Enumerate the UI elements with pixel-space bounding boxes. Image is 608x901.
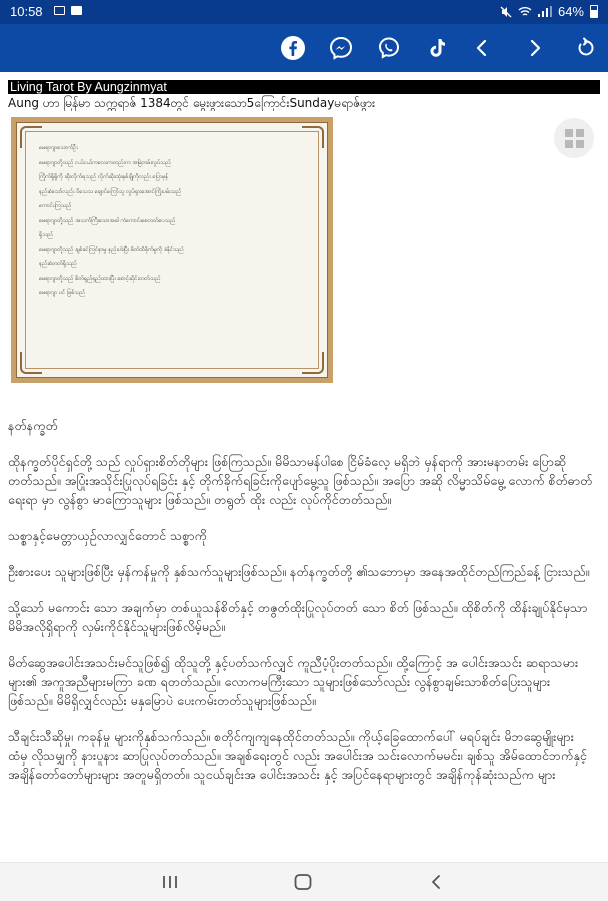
messenger-button[interactable] [326,33,356,63]
facebook-icon [280,35,306,61]
refresh-icon [574,37,596,59]
tiktok-icon [425,36,449,60]
ornament-corner [20,352,42,374]
forward-chevron-icon [525,38,545,58]
card-line: မေရာဂျာ ပင် ဖြစ်သည် [39,290,86,296]
message-notification-icon [71,6,82,15]
battery-percent: 64% [557,4,584,19]
card-line: နည်းစံတတ်ရှိသည် [39,261,77,267]
card-line: မေရာဂျာတို့သည် ငယ်ငယ်ကလေးကတည်းက အမြဲတမ်းလှုပ်သည် [39,159,171,166]
grid-icon [565,129,584,148]
ornament-corner [302,352,324,374]
back-button[interactable] [467,33,497,63]
home-icon [293,873,313,891]
card-line: မေရာဂျာတို့သည် စိတ်ရှည်ရှည်ထားပြီး စောင့်ဆိုင်းတတ်သည် [39,275,161,282]
card-line: ကောင်းကြသည် [39,203,72,209]
article-body [8,416,593,801]
page-content [0,72,608,862]
status-time: 10:58 [10,4,43,19]
facebook-button[interactable] [278,33,308,63]
article-paragraph: ထိုနက္ခတ်ပိုင်ရှင်တို့ သည် လှုပ်ရှားစိတ်တိုများ ဖြစ်ကြသည်။ မိမိသာမန်ပါစေ ငြိမ်ခံလေ့ မရှိဘဲ မှန်ရာကို အားမနာတမ်း ပြောဆိုတတ်သည်။ အပြုံးအသိုင်းပြုလုပ်ရခြင်း နှင့် တိုက်ခိုက်ရခြင်းကိုပျော်မွေ့သူ ဖြစ်သည်။ အပြော အဆို လိမ္မာသိမ်မွေ့ လောက် စိတ်ဓာတ်ရေးရာ မှာ လွန်စွာ မာကြောသူများ ဖြစ်သည်။ တရွတ် ထိုး လည်း လုပ်ကိုင်တတ်သည်။ [8,454,593,507]
article-paragraph: သီချင်းသီဆိုမှု၊ ကခုန်မှု များကိုနှစ်သက်သည်။ စတိုင်ကျကျနေထိုင်တတ်သည်။ ကိုယ့်ခြေထောက်ပေါ် မရပ်ချင်း မိဘဆွေမျိုးများထံမှ လိုသမျှကို နားပူနား ဆာပြုလုပ်တတ်သည်။ အချစ်ရေးတွင် လည်း အပေါင်းအ သင်းလောက်မမင်း၊ ချစ်သူ အိမ်ထောင်ဘက်နှင့် အချိန်တော်တော်များများ အတူမရှိတတ်။ သူငယ်ချင်းအ ပေါင်းအသင်း နှင့် အပြင်နေရာများတွင် အချိန်ကုန်ဆုံးသည်က များ [8,729,587,782]
back-chevron-icon [472,38,492,58]
card-line: မေရာဂျာတို့သည် အသက်ကြီးသောအခါ ကံကောင်းစေတတ်ပေသည် [39,217,176,224]
viber-button[interactable] [374,33,404,63]
recent-apps-button[interactable] [158,871,182,893]
card-line: ရှိသည် [39,232,54,238]
back-icon [428,873,444,891]
refresh-button[interactable] [570,33,600,63]
signal-icon [538,6,552,17]
system-nav-bar [0,862,608,901]
article-paragraph: မိတ်ဆွေအပေါင်းအသင်းမင်သူဖြစ်၍ ထိုသူတို့ နှင့်ပတ်သက်လျှင် ကူညီပံ့ပိုးတတ်သည်။ ထို့ကြောင့် အ ပေါင်းအသင်း ဆရာသမားများ၏ အကူအညီများမကြာ ခဏ ရတတ်သည်။ လောကမကြီးသော သူများဖြစ်သော်လည်း လွန်စွာချမ်းသာစိတ်ပြေးသူများဖြစ်သည်။ မိမိရှိလျှင်လည်း မနှမြောပဲ ပေးကမ်းတတ်သူများဖြစ်သည်။ [8,655,579,708]
page-subtitle: Aung ဟာ မြန်မာ သက္ကရာဇ် 1384တွင် မွေးဖွားသော5ကြောင်းSundayမရာဇ်ဖွား [8,96,376,110]
article-paragraph: နတ်နက္ခတ် [8,418,58,433]
messenger-icon [328,35,354,61]
page-banner: Living Tarot By Aungzinmyat [8,80,600,94]
card-line: မေရာဂျာသောက်ဦး [39,145,78,151]
article-paragraph: ဦးစားပေး သူများဖြစ်ပြီး မှန်ကန်မှုကို နှစ်သက်သူများဖြစ်သည်။ နတ်နက္ခတ်တို့ ၏သဘောမှာ အနေအထိုင်တည်ကြည်ခန့် ငြားသည်။ [8,564,590,579]
wifi-icon [518,6,532,18]
nav-back-button[interactable] [424,871,448,893]
recent-apps-icon [161,874,179,890]
status-bar [0,0,608,24]
mute-icon [500,6,512,18]
card-line: နည်းစံသော်လည်း ဝိသေသ ချောင်ကြော်သူ လှုပ်ရှားအောင်ကြိုးပမ်းသည် [39,188,182,195]
viber-icon [376,35,402,61]
apps-grid-button[interactable] [554,118,594,158]
card-inner [16,122,328,378]
battery-icon [590,5,598,18]
card-line: မေရာဂျာတို့သည် ချစ်ခင်ကြင်နာမှု နည်းပါးပြီး စိတ်ထိခိုက်မှုကို ခံနိုင်သည် [39,246,184,253]
tiktok-button[interactable] [422,33,452,63]
article-paragraph: သစ္စာနှင့်မေတ္တာယှဉ်လာလျှင်တောင် သစ္စာကို [8,528,207,543]
card-line: ကြိုက်ရှိရှိကို ဆိုးလိုက်ရသည် လိုက်ဆိုးထုံးနှစ်ချိုကိုလည်း ပြောမှန် [39,174,169,180]
home-button[interactable] [291,871,315,893]
forward-button[interactable] [520,33,550,63]
app-toolbar [0,24,608,72]
gallery-notification-icon [54,6,65,15]
status-icons [500,4,598,19]
article-paragraph: သို့သော် မကောင်း သော အချက်မှာ တစ်ယူသန်စိတ်နှင့် တဇွတ်ထိုးပြုလုပ်တတ် သော စိတ် ဖြစ်သည်။ ထိုစိတ်ကို ထိန်းချုပ်နိုင်မှသာ မိမိအလိုရှိရာကို လှမ်းကိုင်နိုင်သူများဖြစ်လိမ့်မည်။ [8,600,588,634]
card-text [39,141,307,301]
tarot-card-image [11,117,333,383]
